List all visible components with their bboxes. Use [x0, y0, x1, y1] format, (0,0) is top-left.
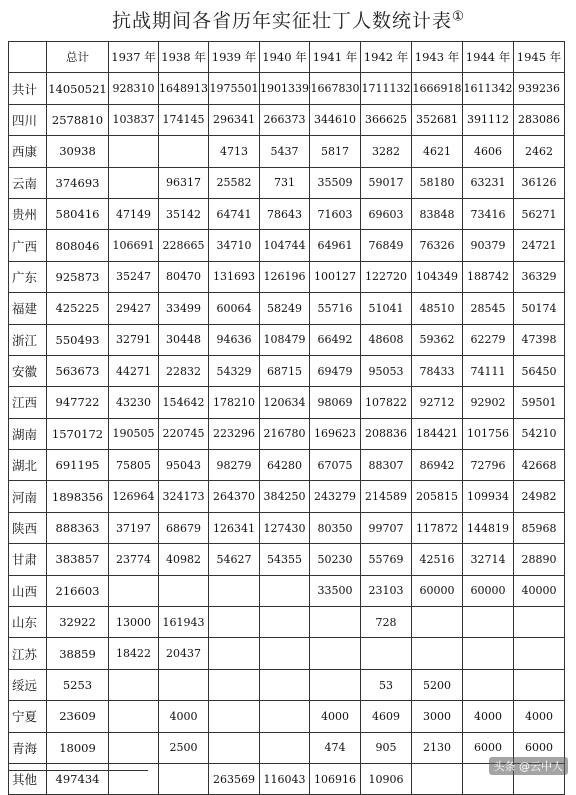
year-value-cell [260, 732, 310, 763]
year-value-cell: 23103 [361, 575, 412, 606]
year-value-cell: 80350 [310, 512, 361, 543]
header-year: 1937 年 [109, 42, 159, 73]
year-value-cell [209, 732, 260, 763]
year-value-cell: 264370 [209, 481, 260, 512]
table-row [9, 763, 565, 794]
table-row [9, 355, 565, 386]
year-value-cell: 54627 [209, 544, 260, 575]
year-value-cell: 92902 [463, 387, 514, 418]
year-value-cell: 40000 [514, 575, 565, 606]
total-cell: 691195 [47, 450, 109, 481]
year-value-cell [109, 701, 159, 732]
header-year: 1941 年 [310, 42, 361, 73]
year-value-cell: 296341 [209, 104, 260, 135]
year-value-cell [109, 167, 159, 198]
total-cell: 5253 [47, 669, 109, 700]
province-cell: 安徽 [9, 355, 47, 386]
year-value-cell: 107822 [361, 387, 412, 418]
year-value-cell: 95043 [159, 450, 209, 481]
year-value-cell: 54329 [209, 355, 260, 386]
year-value-cell [260, 638, 310, 669]
year-value-cell [260, 701, 310, 732]
year-value-cell [109, 136, 159, 167]
year-value-cell: 120634 [260, 387, 310, 418]
year-value-cell: 33499 [159, 293, 209, 324]
year-value-cell: 55716 [310, 293, 361, 324]
year-value-cell: 4609 [361, 701, 412, 732]
year-value-cell [109, 732, 159, 763]
year-value-cell: 28545 [463, 293, 514, 324]
province-cell: 云南 [9, 167, 47, 198]
year-value-cell [514, 607, 565, 638]
year-value-cell: 220745 [159, 418, 209, 449]
year-value-cell [209, 638, 260, 669]
year-value-cell: 4606 [463, 136, 514, 167]
total-cell: 888363 [47, 512, 109, 543]
year-value-cell: 67075 [310, 450, 361, 481]
year-value-cell: 1667830 [310, 73, 361, 104]
year-value-cell: 3000 [412, 701, 463, 732]
year-value-cell: 324173 [159, 481, 209, 512]
year-value-cell: 6000 [463, 732, 514, 763]
province-cell: 山东 [9, 607, 47, 638]
year-value-cell: 344610 [310, 104, 361, 135]
year-value-cell: 5437 [260, 136, 310, 167]
total-cell: 216603 [47, 575, 109, 606]
year-value-cell: 384250 [260, 481, 310, 512]
header-year: 1938 年 [159, 42, 209, 73]
year-value-cell [209, 575, 260, 606]
total-cell: 32922 [47, 607, 109, 638]
year-value-cell: 117872 [412, 512, 463, 543]
year-value-cell: 68679 [159, 512, 209, 543]
title-footnote-marker: ① [452, 9, 464, 25]
total-cell: 38859 [47, 638, 109, 669]
table-row [9, 324, 565, 355]
total-cell: 550493 [47, 324, 109, 355]
year-value-cell: 154642 [159, 387, 209, 418]
year-value-cell: 85968 [514, 512, 565, 543]
province-cell: 宁夏 [9, 701, 47, 732]
year-value-cell: 126196 [260, 261, 310, 292]
year-value-cell: 108479 [260, 324, 310, 355]
year-value-cell [109, 575, 159, 606]
total-cell: 23609 [47, 701, 109, 732]
year-value-cell: 2130 [412, 732, 463, 763]
year-value-cell: 47149 [109, 198, 159, 229]
year-value-cell [310, 607, 361, 638]
year-value-cell [109, 763, 159, 794]
province-cell: 广西 [9, 230, 47, 261]
total-cell: 2578810 [47, 104, 109, 135]
table-row [9, 293, 565, 324]
year-value-cell: 10906 [361, 763, 412, 794]
footnote-divider [8, 770, 148, 771]
year-value-cell: 4000 [514, 701, 565, 732]
total-cell: 18009 [47, 732, 109, 763]
year-value-cell: 13000 [109, 607, 159, 638]
year-value-cell: 60064 [209, 293, 260, 324]
table-row [9, 544, 565, 575]
province-cell: 湖北 [9, 450, 47, 481]
year-value-cell: 48510 [412, 293, 463, 324]
year-value-cell [514, 669, 565, 700]
year-value-cell: 86942 [412, 450, 463, 481]
year-value-cell: 73416 [463, 198, 514, 229]
year-value-cell [109, 669, 159, 700]
year-value-cell: 24982 [514, 481, 565, 512]
province-cell: 青海 [9, 732, 47, 763]
total-cell: 1898356 [47, 481, 109, 512]
province-cell: 河南 [9, 481, 47, 512]
year-value-cell [412, 638, 463, 669]
year-value-cell: 243279 [310, 481, 361, 512]
year-value-cell [260, 669, 310, 700]
year-value-cell: 92712 [412, 387, 463, 418]
year-value-cell: 20437 [159, 638, 209, 669]
year-value-cell: 161943 [159, 607, 209, 638]
year-value-cell [260, 575, 310, 606]
table-row [9, 136, 565, 167]
table-body [9, 73, 565, 795]
year-value-cell [209, 607, 260, 638]
year-value-cell: 190505 [109, 418, 159, 449]
year-value-cell: 94636 [209, 324, 260, 355]
header-year: 1942 年 [361, 42, 412, 73]
year-value-cell: 22832 [159, 355, 209, 386]
year-value-cell: 32791 [109, 324, 159, 355]
total-cell: 580416 [47, 198, 109, 229]
year-value-cell: 71603 [310, 198, 361, 229]
province-cell: 西康 [9, 136, 47, 167]
year-value-cell: 59501 [514, 387, 565, 418]
year-value-cell: 4621 [412, 136, 463, 167]
year-value-cell [159, 763, 209, 794]
year-value-cell: 174145 [159, 104, 209, 135]
year-value-cell: 53 [361, 669, 412, 700]
year-value-cell: 109934 [463, 481, 514, 512]
year-value-cell: 33500 [310, 575, 361, 606]
year-value-cell: 56450 [514, 355, 565, 386]
year-value-cell: 178210 [209, 387, 260, 418]
total-cell: 14050521 [47, 73, 109, 104]
year-value-cell: 223296 [209, 418, 260, 449]
province-cell: 福建 [9, 293, 47, 324]
year-value-cell: 95053 [361, 355, 412, 386]
province-cell: 湖南 [9, 418, 47, 449]
year-value-cell [412, 763, 463, 794]
total-cell: 925873 [47, 261, 109, 292]
year-value-cell: 35247 [109, 261, 159, 292]
year-value-cell: 103837 [109, 104, 159, 135]
header-corner [9, 42, 47, 73]
year-value-cell: 63231 [463, 167, 514, 198]
year-value-cell: 144819 [463, 512, 514, 543]
year-value-cell [159, 575, 209, 606]
table-row [9, 575, 565, 606]
year-value-cell: 366625 [361, 104, 412, 135]
year-value-cell [463, 669, 514, 700]
header-year: 1945 年 [514, 42, 565, 73]
year-value-cell: 188742 [463, 261, 514, 292]
year-value-cell [260, 607, 310, 638]
year-value-cell: 50230 [310, 544, 361, 575]
province-cell: 四川 [9, 104, 47, 135]
year-value-cell: 23774 [109, 544, 159, 575]
year-value-cell: 184421 [412, 418, 463, 449]
year-value-cell: 25582 [209, 167, 260, 198]
year-value-cell: 59362 [412, 324, 463, 355]
table-row [9, 669, 565, 700]
year-value-cell: 122720 [361, 261, 412, 292]
year-value-cell: 28890 [514, 544, 565, 575]
year-value-cell: 126964 [109, 481, 159, 512]
year-value-cell: 76326 [412, 230, 463, 261]
year-value-cell: 60000 [412, 575, 463, 606]
year-value-cell: 68715 [260, 355, 310, 386]
year-value-cell [361, 638, 412, 669]
year-value-cell: 76849 [361, 230, 412, 261]
year-value-cell: 208836 [361, 418, 412, 449]
year-value-cell [412, 607, 463, 638]
year-value-cell: 72796 [463, 450, 514, 481]
year-value-cell: 1648913 [159, 73, 209, 104]
year-value-cell: 104744 [260, 230, 310, 261]
year-value-cell: 69603 [361, 198, 412, 229]
year-value-cell: 50174 [514, 293, 565, 324]
year-value-cell: 205815 [412, 481, 463, 512]
table-row [9, 104, 565, 135]
year-value-cell: 83848 [412, 198, 463, 229]
year-value-cell: 42668 [514, 450, 565, 481]
year-value-cell: 36329 [514, 261, 565, 292]
total-cell: 30938 [47, 136, 109, 167]
table-row [9, 701, 565, 732]
year-value-cell [310, 669, 361, 700]
year-value-cell: 4000 [159, 701, 209, 732]
year-value-cell: 5817 [310, 136, 361, 167]
table-row [9, 481, 565, 512]
header-year: 1943 年 [412, 42, 463, 73]
year-value-cell: 35509 [310, 167, 361, 198]
year-value-cell: 47398 [514, 324, 565, 355]
year-value-cell [159, 669, 209, 700]
year-value-cell: 391112 [463, 104, 514, 135]
year-value-cell: 29427 [109, 293, 159, 324]
province-cell: 绥远 [9, 669, 47, 700]
year-value-cell: 44271 [109, 355, 159, 386]
year-value-cell: 88307 [361, 450, 412, 481]
year-value-cell: 30448 [159, 324, 209, 355]
year-value-cell: 74111 [463, 355, 514, 386]
table-header-row [9, 42, 565, 73]
table-row [9, 607, 565, 638]
table-row [9, 230, 565, 261]
year-value-cell: 69479 [310, 355, 361, 386]
year-value-cell: 474 [310, 732, 361, 763]
year-value-cell: 98279 [209, 450, 260, 481]
year-value-cell: 58180 [412, 167, 463, 198]
year-value-cell: 1711132 [361, 73, 412, 104]
year-value-cell: 54210 [514, 418, 565, 449]
year-value-cell: 3282 [361, 136, 412, 167]
year-value-cell: 2462 [514, 136, 565, 167]
year-value-cell: 169623 [310, 418, 361, 449]
year-value-cell: 939236 [514, 73, 565, 104]
year-value-cell: 100127 [310, 261, 361, 292]
year-value-cell: 728 [361, 607, 412, 638]
total-cell: 497434 [47, 763, 109, 794]
source-watermark: 头条 @云中人 [489, 757, 569, 775]
table-row [9, 512, 565, 543]
total-cell: 374693 [47, 167, 109, 198]
year-value-cell: 80470 [159, 261, 209, 292]
year-value-cell: 131693 [209, 261, 260, 292]
year-value-cell: 96317 [159, 167, 209, 198]
table-row [9, 418, 565, 449]
province-cell: 浙江 [9, 324, 47, 355]
province-cell: 其他 [9, 763, 47, 794]
year-value-cell: 64741 [209, 198, 260, 229]
year-value-cell: 5200 [412, 669, 463, 700]
province-cell: 江苏 [9, 638, 47, 669]
year-value-cell: 18422 [109, 638, 159, 669]
province-cell: 甘肃 [9, 544, 47, 575]
table-row [9, 638, 565, 669]
year-value-cell: 4000 [463, 701, 514, 732]
province-cell: 广东 [9, 261, 47, 292]
year-value-cell: 104349 [412, 261, 463, 292]
year-value-cell: 78433 [412, 355, 463, 386]
table-row [9, 261, 565, 292]
year-value-cell: 62279 [463, 324, 514, 355]
page-title: 抗战期间各省历年实征壮丁人数统计表 [112, 10, 453, 32]
year-value-cell: 228665 [159, 230, 209, 261]
conscription-table [8, 41, 565, 795]
header-year: 1940 年 [260, 42, 310, 73]
total-cell: 808046 [47, 230, 109, 261]
header-total: 总计 [47, 42, 109, 73]
year-value-cell [310, 638, 361, 669]
year-value-cell: 42516 [412, 544, 463, 575]
table-row [9, 387, 565, 418]
table-row [9, 450, 565, 481]
year-value-cell: 928310 [109, 73, 159, 104]
year-value-cell: 216780 [260, 418, 310, 449]
year-value-cell: 1611342 [463, 73, 514, 104]
province-cell: 山西 [9, 575, 47, 606]
year-value-cell: 36126 [514, 167, 565, 198]
year-value-cell: 54355 [260, 544, 310, 575]
year-value-cell: 40982 [159, 544, 209, 575]
year-value-cell: 64280 [260, 450, 310, 481]
year-value-cell: 78643 [260, 198, 310, 229]
year-value-cell: 48608 [361, 324, 412, 355]
header-year: 1944 年 [463, 42, 514, 73]
year-value-cell: 43230 [109, 387, 159, 418]
year-value-cell: 1975501 [209, 73, 260, 104]
year-value-cell: 1666918 [412, 73, 463, 104]
total-cell: 947722 [47, 387, 109, 418]
year-value-cell [514, 638, 565, 669]
year-value-cell [209, 701, 260, 732]
total-cell: 563673 [47, 355, 109, 386]
province-cell: 共计 [9, 73, 47, 104]
year-value-cell: 34710 [209, 230, 260, 261]
year-value-cell: 127430 [260, 512, 310, 543]
year-value-cell: 6000 [514, 732, 565, 763]
year-value-cell: 59017 [361, 167, 412, 198]
province-cell: 江西 [9, 387, 47, 418]
year-value-cell: 106691 [109, 230, 159, 261]
year-value-cell: 64961 [310, 230, 361, 261]
year-value-cell: 263569 [209, 763, 260, 794]
total-cell: 425225 [47, 293, 109, 324]
total-cell: 1570172 [47, 418, 109, 449]
year-value-cell: 266373 [260, 104, 310, 135]
year-value-cell [209, 669, 260, 700]
year-value-cell: 214589 [361, 481, 412, 512]
year-value-cell: 24721 [514, 230, 565, 261]
table-row [9, 167, 565, 198]
year-value-cell: 75805 [109, 450, 159, 481]
table-row [9, 732, 565, 763]
year-value-cell: 126341 [209, 512, 260, 543]
year-value-cell: 56271 [514, 198, 565, 229]
year-value-cell: 58249 [260, 293, 310, 324]
year-value-cell [463, 607, 514, 638]
year-value-cell: 60000 [463, 575, 514, 606]
year-value-cell: 106916 [310, 763, 361, 794]
header-year: 1939 年 [209, 42, 260, 73]
year-value-cell: 35142 [159, 198, 209, 229]
year-value-cell [159, 136, 209, 167]
year-value-cell: 101756 [463, 418, 514, 449]
year-value-cell: 99707 [361, 512, 412, 543]
year-value-cell: 51041 [361, 293, 412, 324]
year-value-cell: 352681 [412, 104, 463, 135]
year-value-cell: 2500 [159, 732, 209, 763]
year-value-cell: 37197 [109, 512, 159, 543]
province-cell: 贵州 [9, 198, 47, 229]
year-value-cell: 283086 [514, 104, 565, 135]
page-title-wrap [0, 6, 576, 33]
year-value-cell: 32714 [463, 544, 514, 575]
table-row [9, 198, 565, 229]
year-value-cell: 90379 [463, 230, 514, 261]
year-value-cell: 4713 [209, 136, 260, 167]
year-value-cell: 55769 [361, 544, 412, 575]
year-value-cell: 4000 [310, 701, 361, 732]
province-cell: 陕西 [9, 512, 47, 543]
year-value-cell: 731 [260, 167, 310, 198]
year-value-cell [463, 638, 514, 669]
year-value-cell: 905 [361, 732, 412, 763]
year-value-cell: 66492 [310, 324, 361, 355]
total-cell: 383857 [47, 544, 109, 575]
year-value-cell: 1901339 [260, 73, 310, 104]
year-value-cell: 98069 [310, 387, 361, 418]
table-row [9, 73, 565, 104]
year-value-cell: 116043 [260, 763, 310, 794]
